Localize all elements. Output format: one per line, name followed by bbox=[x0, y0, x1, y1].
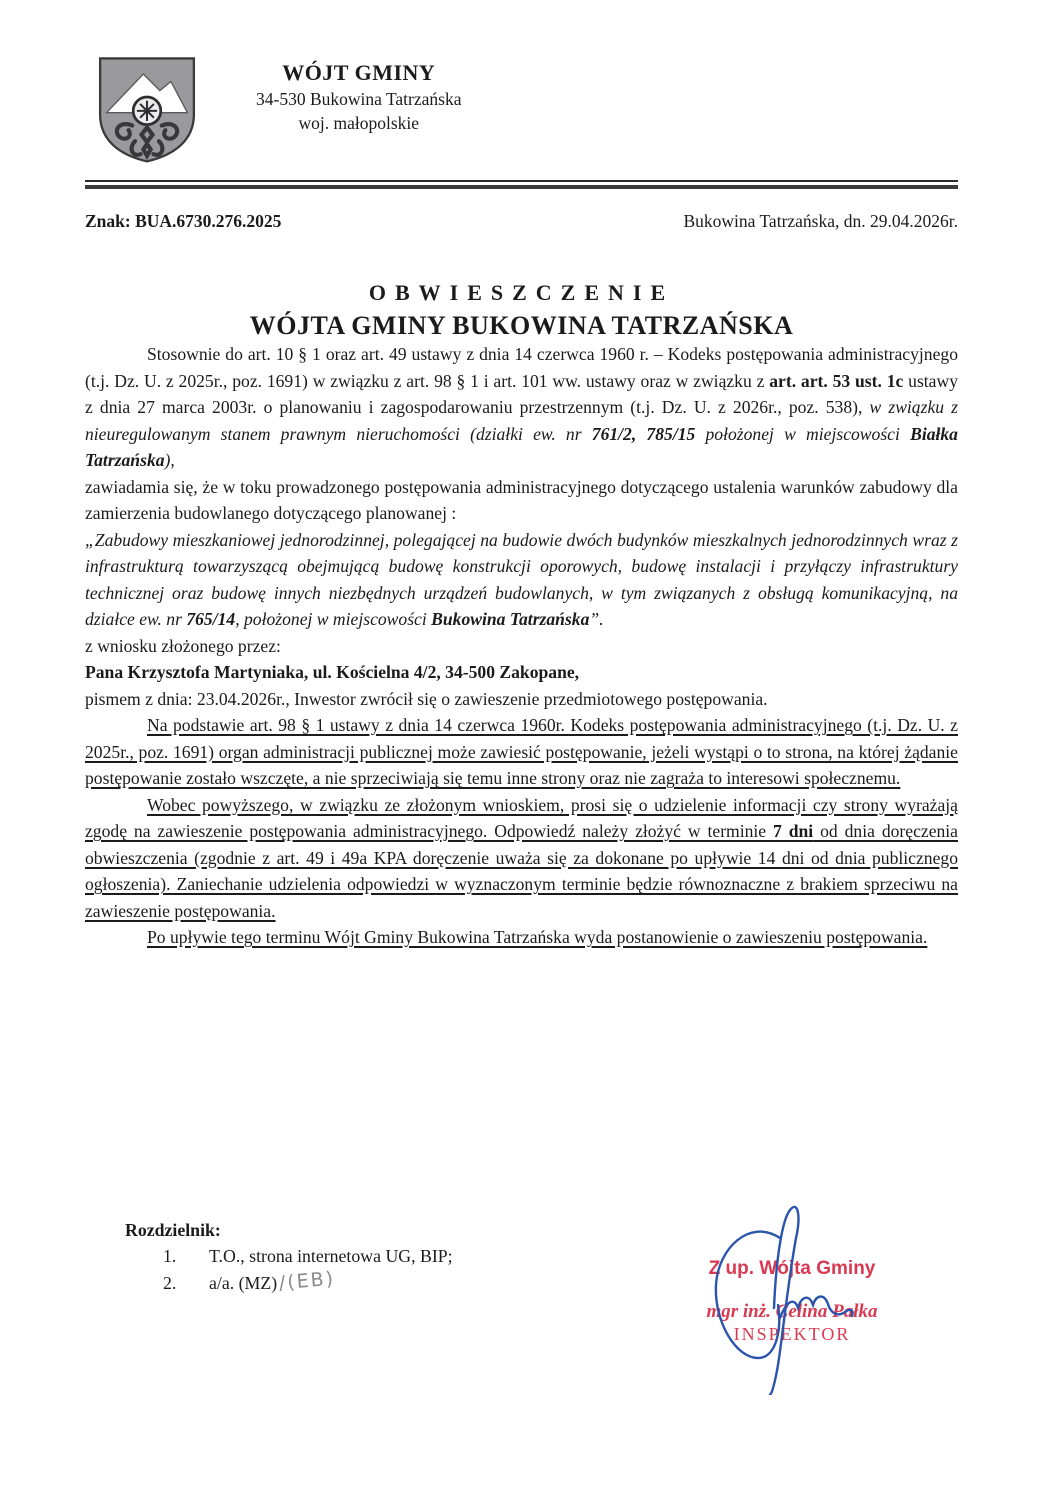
paragraph-legal-intro bbox=[85, 341, 958, 474]
stamp-position-line: INSPEKTOR bbox=[733, 1324, 851, 1344]
office-address-line1: 34-530 Bukowina Tatrzańska bbox=[256, 89, 462, 109]
title-line-1: OBWIESZCZENIE bbox=[368, 280, 675, 305]
coat-of-arms bbox=[88, 52, 206, 166]
list-item-number: 2. bbox=[163, 1273, 177, 1293]
signature-stroke bbox=[780, 1297, 853, 1318]
letterhead-text bbox=[256, 60, 462, 134]
signature-stroke bbox=[716, 1232, 780, 1358]
letterhead bbox=[85, 52, 958, 166]
response-deadline: 7 dni bbox=[773, 821, 814, 841]
response-text: Wobec powyższego, w związku ze złożonym wnioskiem, prosi się o udzielenie informacji czy strony wyrażają zgodę na zawieszenie postępowania administracyjnego. Odpowiedź należy złożyć w terminie bbox=[85, 794, 958, 841]
p1-bold-article: art. art. 53 ust. 1c bbox=[769, 370, 904, 391]
paragraph-closing: Po upływie tego terminu Wójt Gminy Bukowina Tatrzańska wyda postanowienie o zawieszeniu postępowania. bbox=[147, 927, 928, 947]
applicant-line: Pana Krzysztofa Martyniaka, ul. Kościelna 4/2, 34-500 Zakopane, bbox=[85, 662, 580, 682]
list-item-text bbox=[209, 1267, 337, 1295]
p1-plot-numbers: 761/2, 785/15 bbox=[591, 423, 696, 444]
handwritten-signature bbox=[688, 1190, 878, 1395]
title-line-2: WÓJTA GMINY BUKOWINA TATRZAŃSKA bbox=[249, 311, 794, 340]
header-divider bbox=[85, 180, 958, 189]
p1-italic: położonej w miejscowości bbox=[695, 423, 911, 444]
office-address-line2: woj. małopolskie bbox=[298, 113, 420, 133]
quote-text: „Zabudowy mieszkaniowej jednorodzinnej, polegającej na budowie dwóch budynków mieszkalnych jednorodzinnych wraz z infrastrukturą towarzyszącą obejmującą budowę konstrukcji oporowych, budowę instalacji i przyłączy infrastruktury technicznej oraz budowę innych niezbędnych urządzeń budowlanych, w tym związanych z obsługą komunikacyjną, na działce ew. nr bbox=[85, 529, 958, 629]
stamp-authority-line: Z up. Wójta Gminy bbox=[708, 1258, 876, 1279]
case-reference: Znak: BUA.6730.276.2025 bbox=[85, 211, 282, 231]
place-and-date: Bukowina Tatrzańska, dn. 29.04.2026r. bbox=[683, 211, 958, 231]
p1-text: Stosownie do art. 10 § 1 oraz art. 49 ustawy z dnia 14 czerwca 1960 r. – Kodeks postępowania administracyjnego (t.j. Dz. U. z 2025r., poz. 1691) w związku z art. 98 § 1 i art. 101 ww. ustawy oraz w związku z bbox=[85, 344, 958, 391]
letter-info: pismem z dnia: 23.04.2026r., Inwestor zwrócił się o zawieszenie przedmiotowego postępowania. bbox=[85, 688, 768, 709]
list-item-number: 1. bbox=[163, 1246, 177, 1266]
quote-text: ”. bbox=[589, 609, 604, 629]
paragraph-project-quote bbox=[85, 527, 958, 633]
list-item bbox=[163, 1244, 453, 1268]
office-name: WÓJT GMINY bbox=[282, 60, 436, 85]
response-text: od dnia doręczenia obwieszczenia (zgodnie z art. 49 i 49a KPA doręczenie uważa się za dokonane po upływie 14 dni od dnia publicznego ogłoszenia). Zaniechanie udzielenia odpowiedzi w wyznaczonym terminie będzie równoznaczne z brakiem sprzeciwu na zawieszenie postępowania. bbox=[85, 821, 958, 921]
p1-locality: Białka Tatrzańska bbox=[85, 423, 958, 470]
paragraph-legal-basis: Na podstawie art. 98 § 1 ustawy z dnia 14 czerwca 1960r. Kodeks postępowania administracyjnego (t.j. Dz. U. z 2025r., poz. 1691) organ administracji publicznej może zawiesić postępowanie, jeżeli wystąpi o to strona, na której żądanie postępowanie zostało wszczęte, a nie sprzeciwiają się temu inne strony oraz nie zagraża to interesowi społecznemu. bbox=[85, 715, 958, 788]
p1-text: ustawy z dnia 27 marca 2003r. o planowaniu i zagospodarowaniu przestrzennym (t.j. Dz. U. z 2026r., poz. 538), bbox=[85, 370, 958, 417]
p1-italic: w związku z nieuregulowanym stanem prawnym nieruchomości (działki ew. nr bbox=[85, 397, 958, 444]
distribution-heading: Rozdzielnik: bbox=[125, 1220, 221, 1240]
quote-plot-number: 765/14 bbox=[186, 609, 236, 629]
quote-text: , położonej w miejscowości bbox=[235, 609, 432, 629]
paragraph-notification: zawiadamia się, że w toku prowadzonego postępowania administracyjnego dotyczącego ustalenia warunków zabudowy dla zamierzenia budowlanego dotyczącego planowanej : bbox=[85, 476, 958, 523]
list-item bbox=[163, 1267, 453, 1295]
coat-of-arms-icon bbox=[88, 52, 206, 166]
document-title bbox=[85, 280, 958, 341]
paragraph-response-request bbox=[85, 792, 958, 925]
p1-italic: ), bbox=[164, 450, 175, 470]
quote-locality: Bukowina Tatrzańska bbox=[431, 609, 590, 629]
reference-row bbox=[85, 211, 958, 232]
stamp-name-line: mgr inż. Celina Pałka bbox=[706, 1301, 878, 1322]
request-intro: z wniosku złożonego przez: bbox=[85, 635, 281, 656]
handwritten-initials: /(EB) bbox=[278, 1267, 337, 1295]
distribution-list bbox=[125, 1220, 453, 1295]
list-item-text-typed: a/a. (MZ) bbox=[209, 1273, 278, 1293]
list-item-text: T.O., strona internetowa UG, BIP; bbox=[209, 1246, 453, 1266]
